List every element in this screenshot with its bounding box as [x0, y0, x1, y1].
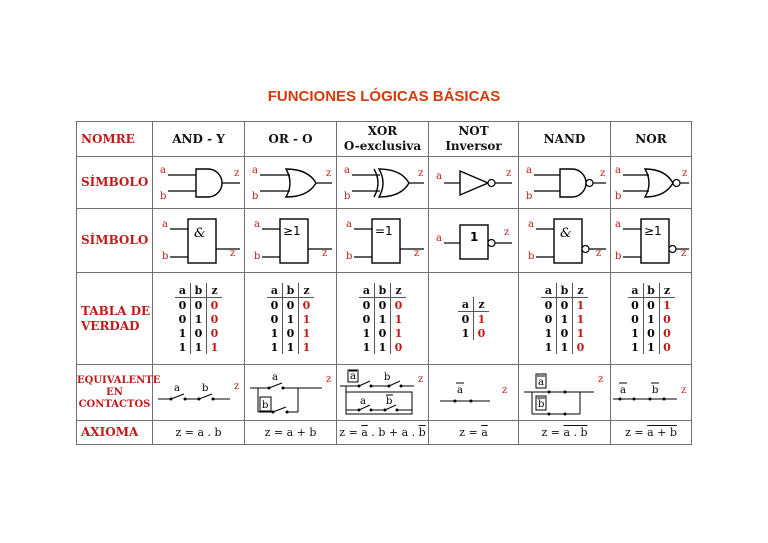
gate-name-line2: Inversor [445, 139, 502, 153]
truth-header: z [573, 283, 589, 298]
input-b-label: b [345, 250, 352, 262]
input-a-label: a [253, 218, 260, 230]
gate-name-not [429, 122, 519, 157]
truth-row [628, 340, 675, 354]
xor-contacts-icon [338, 368, 428, 418]
output-z-label: z [597, 373, 603, 385]
logic-functions-table [76, 121, 692, 445]
row-label-simbolo-iec: SÍMBOLO [77, 209, 153, 273]
input-b-label: b [525, 190, 532, 202]
iec-cell-nor [611, 209, 692, 273]
gate-name-line1: XOR [367, 124, 398, 138]
truth-cell-z: 0 [474, 326, 490, 340]
contacts-cell-and [153, 365, 245, 421]
truth-table-nand [541, 283, 588, 354]
truth-cell-z: 0 [299, 298, 315, 313]
axiom-text: z = [339, 426, 362, 439]
truth-table-and [175, 283, 222, 354]
truth-row [628, 312, 675, 326]
truth-header: a [359, 283, 375, 298]
contact-a-label: a [456, 384, 463, 396]
gate-name-xor [337, 122, 429, 157]
iec-cell-not [429, 209, 519, 273]
truth-row [541, 340, 588, 354]
nand-gate-icon [520, 161, 610, 205]
output-z-label: z [229, 247, 235, 259]
truth-cell-b: 0 [557, 298, 573, 313]
truth-header: b [557, 283, 573, 298]
truth-row [628, 326, 675, 340]
nor-iec-icon [611, 213, 691, 269]
truth-cell-a: 0 [631, 312, 639, 326]
truth-row [359, 312, 406, 326]
output-z-label: z [413, 247, 419, 259]
axiom-negated-sum: a + b [647, 426, 677, 439]
output-z-label: z [595, 247, 601, 259]
truth-cell-a: 1 [270, 326, 279, 340]
truth-table-or-cell [245, 273, 337, 365]
iec-symbol-text: ≥1 [644, 223, 662, 238]
gate-name-line1: AND - Y [172, 131, 225, 146]
truth-cell-a: 0 [362, 312, 371, 326]
row-label-nombre: NOMRE [77, 122, 153, 157]
axiom-not [429, 421, 519, 445]
truth-header: a [458, 297, 474, 312]
truth-table-not-cell [429, 273, 519, 365]
input-b-label: b [615, 190, 622, 202]
truth-cell-a: 0 [631, 298, 639, 312]
truth-cell-a: 1 [362, 340, 371, 354]
axiom-nor [611, 421, 692, 445]
truth-row [458, 326, 489, 340]
row-names [77, 122, 692, 157]
truth-cell-b: 1 [557, 340, 573, 354]
truth-cell-a: 1 [362, 326, 371, 340]
truth-cell-a: 0 [362, 298, 371, 312]
axiom-text: z = [459, 426, 482, 439]
output-z-label: z [325, 167, 331, 179]
input-a-label: a [525, 164, 532, 176]
truth-cell-b: 0 [283, 298, 299, 313]
truth-header: b [643, 283, 659, 298]
ansi-cell-or [245, 157, 337, 209]
truth-header: z [207, 283, 223, 298]
nand-iec-icon [520, 213, 610, 269]
truth-row [267, 312, 314, 326]
ansi-cell-nand [519, 157, 611, 209]
truth-cell-a: 0 [461, 312, 470, 326]
contact-b-label: b [652, 384, 659, 396]
iec-symbol-text: ≥1 [282, 223, 301, 238]
truth-cell-a: 1 [631, 340, 639, 354]
output-z-label: z [417, 167, 423, 179]
truth-cell-z: 1 [391, 326, 407, 340]
truth-cell-b: 1 [283, 312, 299, 326]
axiom-and [153, 421, 245, 445]
axiom-text: z = a . b [175, 426, 222, 439]
input-a-label: a [615, 218, 621, 230]
input-a-label: a [251, 164, 258, 176]
input-b-label: b [253, 250, 260, 262]
input-a-label: a [527, 218, 534, 230]
contacts-cell-xor [337, 365, 429, 421]
row-contacts [77, 365, 692, 421]
truth-cell-b: 1 [375, 312, 391, 326]
truth-table-or [267, 283, 314, 354]
truth-row [175, 326, 222, 340]
axiom-nand [519, 421, 611, 445]
input-b-label: b [343, 190, 350, 202]
nor-contacts-icon [611, 369, 691, 417]
truth-cell-b: 0 [643, 298, 659, 313]
truth-row [359, 326, 406, 340]
truth-cell-z: 1 [659, 298, 675, 313]
row-truth-tables [77, 273, 692, 365]
output-z-label: z [505, 167, 511, 179]
truth-table-and-cell [153, 273, 245, 365]
row-axioms [77, 421, 692, 445]
truth-cell-b: 1 [191, 312, 207, 326]
truth-row [175, 312, 222, 326]
truth-cell-z: 1 [573, 326, 589, 340]
not-gate-icon [430, 161, 518, 205]
truth-cell-z: 1 [207, 340, 223, 354]
truth-cell-b: 1 [557, 312, 573, 326]
truth-cell-z: 1 [391, 312, 407, 326]
input-a-label: a [435, 170, 442, 182]
truth-table-not [458, 297, 489, 340]
input-b-label: b [615, 250, 622, 262]
tabla-line1: TABLA DE [81, 303, 151, 318]
truth-row [541, 326, 588, 340]
or-gate-icon [246, 161, 336, 205]
output-z-label: z [599, 167, 605, 179]
ansi-cell-and [153, 157, 245, 209]
truth-cell-z: 0 [391, 340, 407, 354]
row-label-axioma: AXIOMA [77, 421, 153, 445]
truth-header: b [283, 283, 299, 298]
truth-header: z [474, 297, 490, 312]
iec-symbol-text: & [559, 225, 572, 241]
equiv-line1: EQUIVALENTE [77, 374, 161, 386]
tabla-line2: VERDAD [81, 318, 140, 333]
truth-cell-a: 1 [178, 326, 187, 340]
iec-symbol-text: 1 [469, 229, 478, 244]
output-z-label: z [233, 167, 239, 179]
truth-cell-z: 1 [299, 312, 315, 326]
row-label-simbolo-ansi: SÍMBOLO [77, 157, 153, 209]
output-z-label: z [501, 384, 507, 396]
truth-table-xor-cell [337, 273, 429, 365]
gate-name-nand [519, 122, 611, 157]
axiom-text: . b + a . [367, 426, 419, 439]
truth-row [628, 298, 675, 313]
truth-row [267, 340, 314, 354]
truth-row [267, 326, 314, 340]
parallel-contacts-icon [246, 368, 336, 418]
output-z-label: z [503, 226, 509, 238]
contact-a-label: a [173, 382, 180, 394]
truth-cell-a: 0 [544, 312, 553, 326]
page-title: FUNCIONES LÓGICAS BÁSICAS [267, 88, 501, 105]
truth-row [541, 312, 588, 326]
row-ansi-symbols [77, 157, 692, 209]
iec-cell-nand [519, 209, 611, 273]
contact-b-negated-label: b [385, 395, 392, 407]
input-b-label: b [159, 190, 166, 202]
truth-cell-b: 0 [375, 326, 391, 340]
iec-cell-xor [337, 209, 429, 273]
gate-name-line1: NAND [543, 131, 586, 146]
truth-row [458, 312, 489, 327]
truth-header: z [299, 283, 315, 298]
equiv-line3: CONTACTOS [78, 398, 151, 410]
truth-cell-z: 0 [207, 312, 223, 326]
ansi-cell-xor [337, 157, 429, 209]
contact-b-label: b [383, 371, 390, 383]
truth-row [267, 298, 314, 313]
contacts-cell-nand [519, 365, 611, 421]
truth-header: a [541, 283, 557, 298]
truth-cell-z: 0 [659, 340, 675, 354]
truth-cell-a: 1 [544, 340, 553, 354]
truth-cell-a: 1 [270, 340, 279, 354]
truth-cell-b: 0 [557, 326, 573, 340]
truth-cell-z: 1 [474, 312, 490, 327]
axiom-text: z = [541, 426, 564, 439]
contacts-cell-not [429, 365, 519, 421]
truth-table-xor [359, 283, 406, 354]
row-label-tabla [77, 273, 153, 365]
truth-cell-z: 1 [573, 312, 589, 326]
truth-table-nand-cell [519, 273, 611, 365]
truth-cell-b: 0 [283, 326, 299, 340]
ansi-cell-not [429, 157, 519, 209]
truth-cell-b: 0 [643, 326, 659, 340]
truth-cell-a: 0 [178, 312, 187, 326]
truth-cell-a: 1 [631, 326, 639, 340]
truth-header: b [191, 283, 207, 298]
contacts-cell-or [245, 365, 337, 421]
truth-cell-z: 0 [207, 298, 223, 313]
axiom-negated-product: a . b [563, 426, 588, 439]
input-a-label: a [343, 164, 350, 176]
truth-row [175, 298, 222, 313]
gate-name-and [153, 122, 245, 157]
gate-name-nor [611, 122, 692, 157]
truth-cell-z: 1 [299, 326, 315, 340]
contacts-cell-nor [611, 365, 692, 421]
input-b-label: b [527, 250, 534, 262]
truth-table-nor-cell [611, 273, 692, 365]
gate-name-or [245, 122, 337, 157]
input-a-label: a [345, 218, 352, 230]
or-iec-icon [246, 213, 336, 269]
truth-row [541, 298, 588, 313]
truth-cell-a: 1 [461, 326, 470, 340]
iec-cell-and [153, 209, 245, 273]
contact-b-label: b [537, 398, 544, 410]
contact-a-label: a [271, 371, 278, 383]
output-z-label: z [325, 373, 331, 385]
truth-cell-b: 1 [375, 340, 391, 354]
equiv-line2: EN [106, 386, 123, 398]
truth-cell-a: 0 [270, 298, 279, 312]
truth-cell-b: 0 [191, 298, 207, 313]
truth-cell-b: 0 [375, 298, 391, 313]
input-a-label: a [159, 164, 166, 176]
contact-a-label: a [620, 384, 626, 396]
truth-cell-z: 1 [573, 298, 589, 313]
negated-contact-icon [430, 369, 518, 417]
and-iec-icon [154, 213, 244, 269]
contact-a-label: a [359, 395, 366, 407]
output-z-label: z [681, 247, 687, 259]
input-b-label: b [161, 250, 168, 262]
axiom-negated-b: $\overline{b}$ [418, 426, 426, 439]
truth-row [359, 298, 406, 313]
truth-header: z [391, 283, 407, 298]
nor-gate-icon [611, 161, 691, 205]
output-z-label: z [321, 247, 327, 259]
input-a-label: a [615, 164, 621, 176]
contact-a-negated-label: a [349, 370, 356, 382]
iec-symbol-text: & [193, 225, 206, 241]
truth-cell-b: 1 [191, 340, 207, 354]
series-contacts-icon [154, 369, 244, 417]
axiom-negated-a: $\overline{a}$ [481, 426, 488, 439]
contact-b-label: b [261, 399, 268, 411]
truth-cell-b: 1 [643, 340, 659, 354]
truth-cell-a: 0 [544, 298, 553, 312]
output-z-label: z [233, 380, 239, 392]
gate-name-line1: OR - O [268, 131, 313, 146]
axiom-xor [337, 421, 429, 445]
axiom-negated-a: $\overline{a}$ [361, 426, 368, 439]
contact-a-label: a [537, 376, 544, 388]
axiom-or [245, 421, 337, 445]
input-b-label: b [251, 190, 258, 202]
xor-iec-icon [338, 213, 428, 269]
truth-cell-z: 0 [573, 340, 589, 354]
axiom-text: z = [625, 426, 648, 439]
axiom-text: z = a + b [264, 426, 317, 439]
output-z-label: z [417, 373, 423, 385]
truth-cell-z: 1 [299, 340, 315, 354]
truth-cell-a: 0 [178, 298, 187, 312]
truth-header: a [175, 283, 191, 298]
truth-cell-z: 0 [659, 312, 675, 326]
gate-name-line1: NOT [458, 124, 489, 138]
truth-header: a [628, 283, 644, 298]
row-iec-symbols [77, 209, 692, 273]
truth-cell-b: 1 [283, 340, 299, 354]
iec-symbol-text: =1 [374, 223, 393, 238]
and-gate-icon [154, 161, 244, 205]
xor-gate-icon [338, 161, 428, 205]
truth-cell-b: 0 [191, 326, 207, 340]
truth-cell-a: 1 [544, 326, 553, 340]
truth-cell-a: 1 [178, 340, 187, 354]
iec-cell-or [245, 209, 337, 273]
output-z-label: z [682, 167, 688, 179]
truth-cell-z: 0 [659, 326, 675, 340]
not-iec-icon [430, 213, 518, 269]
row-label-equivalente [77, 365, 161, 421]
truth-table-nor [628, 283, 675, 354]
output-z-label: z [681, 384, 687, 396]
truth-cell-a: 0 [270, 312, 279, 326]
truth-row [359, 340, 406, 354]
truth-header: z [659, 283, 675, 298]
input-a-label: a [435, 232, 442, 244]
truth-cell-z: 0 [391, 298, 407, 313]
truth-cell-b: 1 [643, 312, 659, 326]
truth-header: a [267, 283, 283, 298]
gate-name-line2: O-exclusiva [343, 139, 422, 153]
ansi-cell-nor [611, 157, 692, 209]
contact-b-label: b [201, 382, 208, 394]
input-a-label: a [161, 218, 168, 230]
gate-name-line1: NOR [635, 131, 667, 146]
truth-cell-z: 0 [207, 326, 223, 340]
truth-header: b [375, 283, 391, 298]
truth-row [175, 340, 222, 354]
nand-contacts-icon [520, 368, 610, 418]
